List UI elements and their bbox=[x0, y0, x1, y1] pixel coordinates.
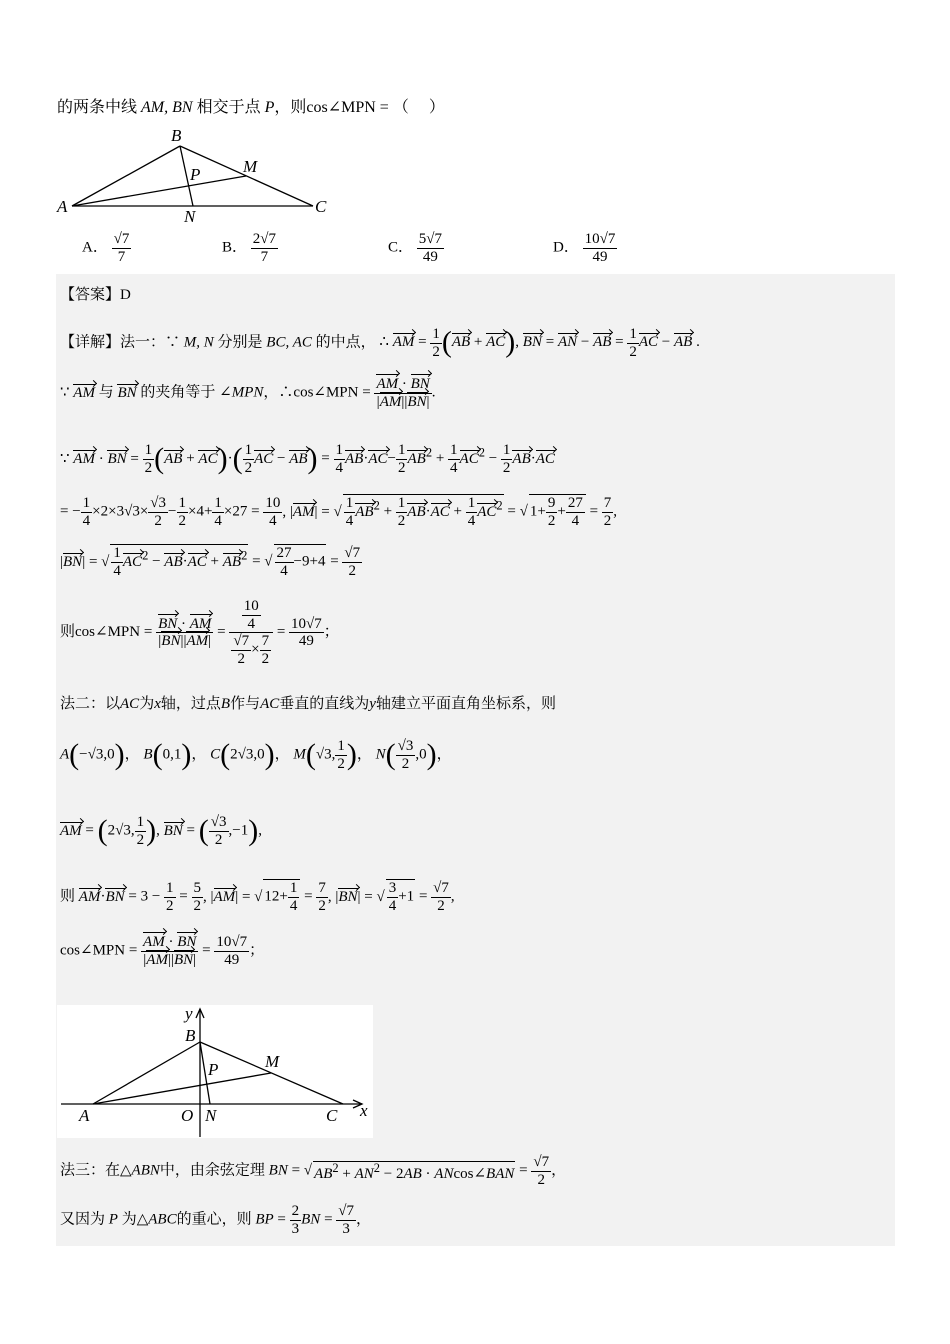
m2-t4: 垂直的直线为 bbox=[279, 696, 370, 712]
then-label: 则 bbox=[60, 624, 76, 640]
cos-expr: cos∠MPN = bbox=[75, 624, 153, 640]
because-symbol: ∵ bbox=[60, 384, 70, 401]
m1-formula: ∴ AM = $\frac{1}{2}$ (AB + AC), BN = AN − AB = $\frac{1}{2}$ AC − AB . bbox=[379, 326, 700, 360]
method2-vectors: AM = (2√3, $\frac{1}{2}$ ), BN = ( $\frac{√3}{2}$ ,−1), bbox=[60, 814, 262, 848]
fig1-label-B: B bbox=[171, 126, 182, 145]
option-a[interactable] bbox=[82, 231, 131, 265]
m3-tri2: △ABC bbox=[136, 1211, 177, 1228]
fig2-label-P: P bbox=[208, 1060, 219, 1079]
m2-ac2: AC bbox=[260, 696, 280, 712]
m3-tri: △ABN bbox=[120, 1162, 160, 1179]
answer-value: D bbox=[120, 287, 131, 303]
fig1-label-A: A bbox=[57, 197, 68, 216]
m3-also: 又因为 bbox=[60, 1211, 106, 1228]
m3-t2: 为 bbox=[121, 1211, 137, 1228]
fig2-label-N: N bbox=[205, 1106, 217, 1125]
m2-t1: 为 bbox=[139, 696, 155, 712]
method1-intro: 法一：∵ bbox=[120, 334, 181, 351]
m3-label: 法三：在 bbox=[60, 1162, 121, 1179]
fig2-label-x: x bbox=[360, 1101, 368, 1120]
method3-line1: 法三：在△ABN中，由余弦定理 BN = √ $AB^2 + AN^2 - 2AB$ · ANcos∠BAN = $\frac{√7}{2}$ ， bbox=[60, 1154, 567, 1188]
option-d[interactable] bbox=[553, 231, 617, 265]
fig2-label-y: y bbox=[185, 1005, 193, 1023]
answer-line bbox=[60, 288, 131, 303]
option-letter: D． bbox=[553, 239, 579, 256]
m2-b: B bbox=[220, 696, 231, 712]
method2-line1 bbox=[60, 697, 556, 712]
detail-label: 【详解】 bbox=[60, 334, 121, 351]
fig1-label-N: N bbox=[184, 207, 196, 224]
fig2-label-O: O bbox=[181, 1106, 194, 1125]
fig1-label-C: C bbox=[315, 197, 327, 216]
method1-line2: ∵ AM 与 BN 的夹角等于 ∠MPN，∴cos∠MPN = $\frac{AM \cdot BN}{|AM||BN|}$ . bbox=[60, 376, 436, 410]
stem-prefix: 的两条中线 bbox=[57, 99, 138, 116]
stem-paren: （ ） bbox=[392, 99, 445, 116]
answer-label: 【答案】 bbox=[60, 287, 121, 303]
fig2-label-B: B bbox=[185, 1026, 196, 1045]
option-letter: C． bbox=[388, 239, 414, 256]
method1-line5: |BN| = √ $\frac{1}{4}$ $AC^2 - AB\cdot AC + AB^2$ = √ $\frac{27}{4}$ −9+4 = $\frac{√7}{2}$ bbox=[60, 545, 361, 579]
line2-with: 与 bbox=[98, 384, 114, 401]
stem-tail: ，则 bbox=[274, 99, 307, 116]
m3-p: P bbox=[108, 1211, 118, 1228]
method2-products: 则 AM·BN = 3 − $\frac{1}{2}$ = $\frac{5}{2}$ , |AM| = √ 12+ $\frac{1}{4}$ = $\frac{7}{2}$ , |BN| = √ $\frac{3}{4}$ +1 = $\frac{√7}{2}$ , bbox=[60, 880, 455, 914]
stem-mid: 相交于点 bbox=[196, 99, 261, 116]
m2-ac: AC bbox=[120, 696, 140, 712]
m2-x: x bbox=[154, 696, 161, 712]
fig2-label-A: A bbox=[79, 1106, 90, 1125]
m2-y: y bbox=[369, 696, 376, 712]
m2-t5: 轴建立平面直角坐标系，则 bbox=[375, 696, 556, 712]
option-fraction: $\frac{2√7}{7}$ bbox=[252, 231, 276, 265]
m2-t2: 轴，过点 bbox=[160, 696, 221, 712]
stem-segments: AM, BN bbox=[141, 99, 193, 116]
stem-expr: cos∠MPN = bbox=[306, 99, 389, 116]
option-letter: A． bbox=[82, 239, 108, 256]
method2-cos: cos∠MPN = $\frac{AM \cdot BN}{|AM||BN|}$ = $\frac{10√7}{49}$ ； bbox=[60, 934, 265, 968]
question-stem bbox=[57, 100, 445, 116]
method1-line4: = − $\frac{1}{4}$ ×2×3√3× $\frac{√3}{2}$ − $\frac{1}{2}$ ×4+ $\frac{1}{4}$ ×27 = $\frac{10}{4}$ , |AM| = √ $\frac{1}{4}$ $AB^2$ + $\frac{1}{2}$ AB·AC + $\frac{1}{4}$ $AC^2$ = √ 1+ $\frac{9}{2}$ + $\frac{27}{4}$ = $\frac{7}{2}$ , bbox=[60, 495, 618, 529]
option-fraction: $\frac{10√7}{49}$ bbox=[584, 231, 616, 265]
method1-line1 bbox=[60, 326, 700, 360]
stem-point: P bbox=[264, 99, 275, 116]
option-fraction: $\frac{√7}{7}$ bbox=[113, 231, 130, 265]
cos-fraction: $\frac{AM \cdot BN}{|AM||BN|}$ bbox=[376, 376, 430, 410]
m1-text: 分别是 bbox=[217, 334, 263, 351]
method2-coords: A(−√3,0)， B(0,1)， C(2√3,0)， M(√3, $\frac{1}{2}$ )， N( $\frac{√3}{2}$ ,0)， bbox=[60, 738, 452, 772]
option-c[interactable] bbox=[388, 231, 444, 265]
fig2-label-M: M bbox=[265, 1052, 280, 1071]
m1-mid: 的中点， bbox=[315, 334, 376, 351]
method1-line6: 则cos∠MPN = $\frac{BN \cdot AM}{|BN||AM|}$ = $\frac{10}{4}$ $\frac{√7}{2}$ × $\frac{7}{2}$ = $\frac{10√7}{49}$ ； bbox=[60, 598, 339, 667]
m3-t1: 中，由余弦定理 bbox=[159, 1162, 265, 1179]
option-b[interactable] bbox=[222, 231, 278, 265]
method1-line3: ∵ AM · BN = $\frac{1}{2}$ (AB + AC)·( $\frac{1}{2}$ AC − AB) = $\frac{1}{4}$ AB·AC− $\frac{1}{2}$ $AB^2$ + $\frac{1}{4}$ $AC^2$ − $\frac{1}{2}$ AB·AC bbox=[60, 442, 555, 476]
option-letter: B． bbox=[222, 239, 248, 256]
line2-angle-text: 的夹角等于 bbox=[140, 384, 216, 401]
m2-label: 法二：以 bbox=[60, 696, 121, 712]
line2-angle-name: ∠MPN bbox=[219, 384, 264, 401]
option-fraction: $\frac{5√7}{49}$ bbox=[418, 231, 442, 265]
triangle-figure bbox=[55, 124, 335, 224]
m1-bcac: BC, AC bbox=[266, 334, 312, 351]
method3-line2: 又因为 P 为△ABC的重心，则 BP = $\frac{2}{3}$ BN = $\frac{√7}{3}$ ， bbox=[60, 1203, 372, 1237]
fig1-label-M: M bbox=[243, 157, 258, 176]
m3-t3: 的重心，则 bbox=[176, 1211, 252, 1228]
m1-mn: M, N bbox=[183, 334, 214, 351]
m2-t3: 作与 bbox=[230, 696, 261, 712]
fig2-label-C: C bbox=[326, 1106, 338, 1125]
fig1-label-P: P bbox=[190, 165, 201, 184]
coordinate-figure bbox=[57, 1005, 373, 1138]
line2-therefore: ，∴cos∠MPN = bbox=[263, 384, 371, 401]
